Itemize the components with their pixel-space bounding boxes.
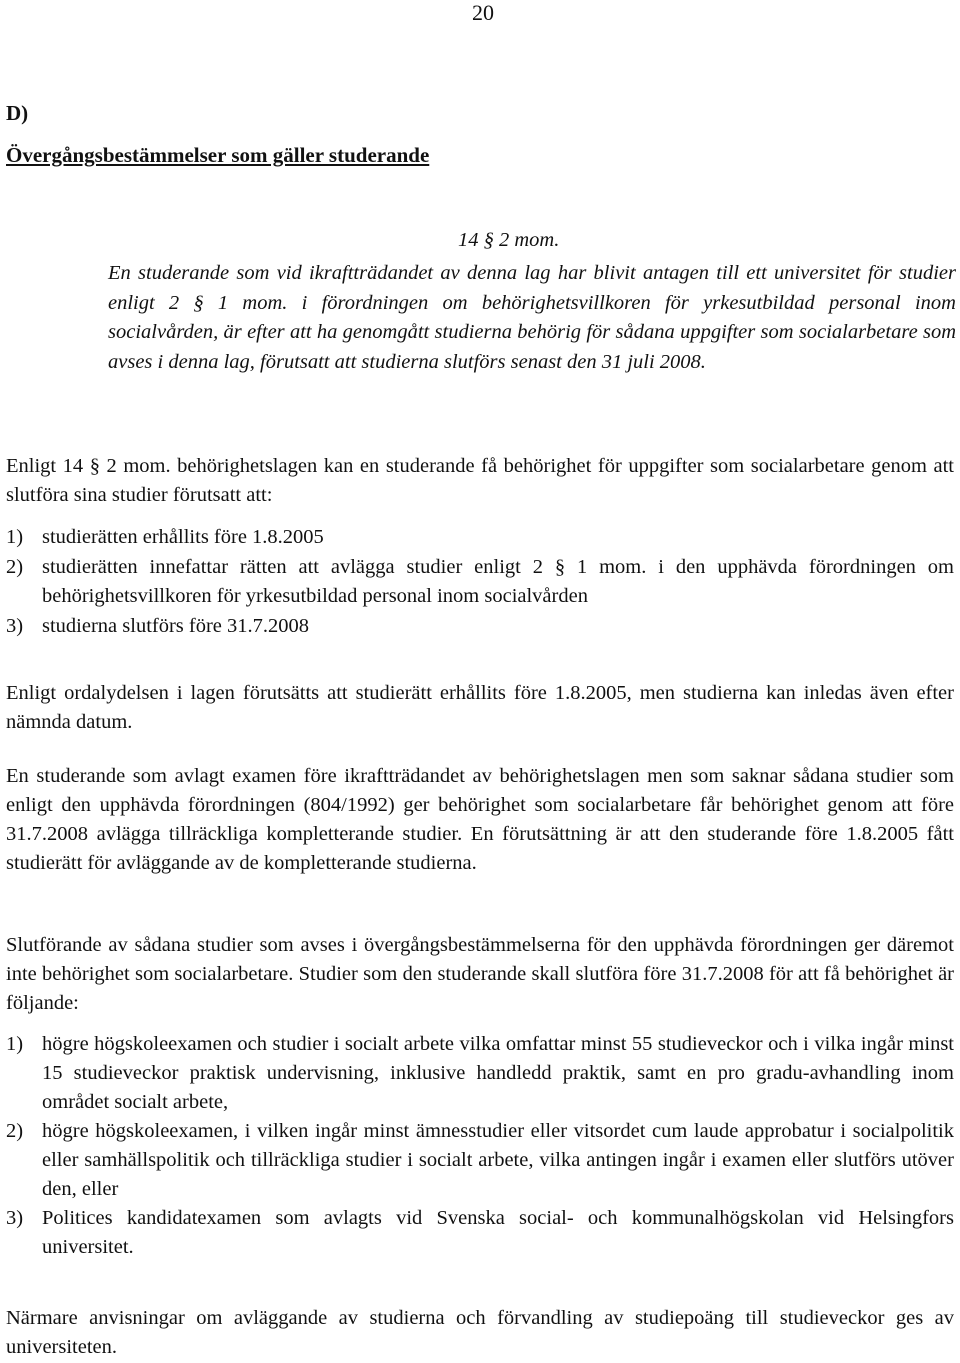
final-paragraph: Närmare anvisningar om avläggande av studierna och förvandling av studiepoäng till studieveckor ges av universiteten. [6,1307,954,1358]
conditions-list [6,523,954,642]
list-number: 1) [6,1033,24,1055]
exam-paragraph: En studerande som avlagt examen före ikraftträdandet av behörighetslagen men som saknar sådana studier som enligt den upphävda förordningen (804/1992) ger behörighet som socialarbetare får behörighet genom att före 31.7.2008 avlägga tillräckliga kompletterande studier. En förutsättning är att den studerande före 1.8.2005 fått studierätt för avläggande av de kompletterande studierna. [6,765,954,874]
statute-paragraph-reference: 14 § 2 mom. [458,229,560,251]
list-text: studierätten innefattar rätten att avlägga studier enligt 2 § 1 mom. i den upphävda förordningen om behörighetsvillkoren för yrkesutbildad personal inom socialvården [42,556,954,607]
page-number: 20 [472,0,494,25]
list-text: studierna slutförs före 31.7.2008 [42,615,310,637]
section-title: Övergångsbestämmelser som gäller studerande [6,143,430,167]
list-number: 2) [6,1120,24,1142]
list-item [6,553,954,611]
list-number: 1) [6,526,24,548]
statute-quote: En studerande som vid ikraftträdandet av denna lag har blivit antagen till ett universitet för studier enligt 2 § 1 mom. i förordningen om behörighetsvillkoren för yrkesutbildad personal inom socialvården, är efter att ha genomgått studierna behörig för sådana uppgifter som socialarbetare som avses i denna lag, förutsatt att studierna slutförs senast den 31 juli 2008. [108,262,956,373]
list-item [6,1030,954,1117]
list-item [6,1204,954,1262]
list-text: högre högskoleexamen och studier i socialt arbete vilka omfattar minst 55 studieveckor och i vilka ingår minst 15 studieveckor praktisk undervisning, inklusive handledd praktik, samt en pro gradu-avhandling inom området socialt arbete, [42,1033,954,1113]
list-number: 3) [6,615,24,637]
list-text: Politices kandidatexamen som avlagts vid Svenska social- och kommunalhögskolan vid Helsingfors universitet. [42,1207,954,1258]
intro-paragraph: Enligt 14 § 2 mom. behörighetslagen kan en studerande få behörighet för uppgifter som socialarbetare genom att slutföra sina studier förutsatt att: [6,455,954,506]
list-number: 2) [6,556,24,578]
completion-paragraph: Slutförande av sådana studier som avses i övergångsbestämmelserna för den upphävda förordningen ger däremot inte behörighet som socialarbetare. Studier som den studerande skall slutföra före 31.7.2008 för att få behörighet är följande: [6,934,954,1014]
list-item [6,523,954,552]
list-item [6,1117,954,1204]
wording-paragraph: Enligt ordalydelsen i lagen förutsätts att studierätt erhållits före 1.8.2005, men studierna kan inledas även efter nämnda datum. [6,682,954,733]
list-item [6,612,954,641]
section-letter: D) [6,101,29,125]
list-number: 3) [6,1207,24,1229]
list-text: högre högskoleexamen, i vilken ingår minst ämnesstudier eller vitsordet cum laude approbatur i socialpolitik eller samhällspolitik och tillräckliga studier i socialt arbete, vilka antingen ingår i examen eller slutförs utöver den, eller [42,1120,954,1200]
list-text: studierätten erhållits före 1.8.2005 [42,526,324,548]
requirements-list [6,1030,954,1262]
